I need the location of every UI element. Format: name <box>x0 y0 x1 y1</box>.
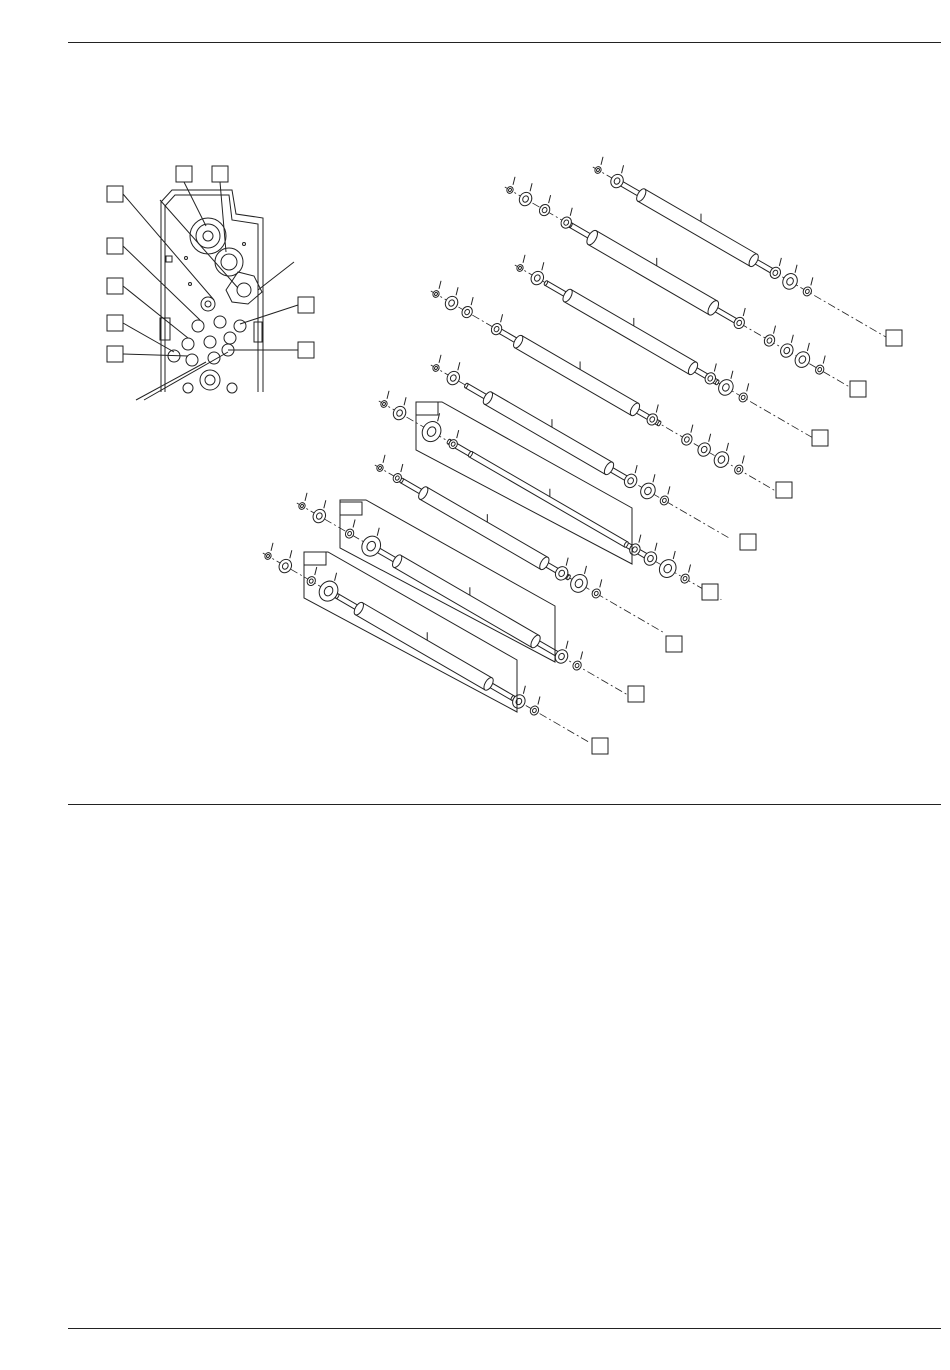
side-view-callouts <box>107 166 314 400</box>
left-part-leader <box>471 297 473 305</box>
left-part-leader <box>549 195 551 203</box>
callout-box <box>212 166 228 182</box>
left-part <box>517 190 534 208</box>
right-part-leader <box>668 486 670 494</box>
left-part-leader <box>622 165 624 173</box>
right-part <box>529 705 541 717</box>
right-part-leader <box>774 326 776 334</box>
callout-box <box>886 330 902 346</box>
left-part-leader <box>530 183 532 191</box>
right-part <box>656 557 679 581</box>
right-part-leader <box>673 551 675 559</box>
right-part-leader <box>742 456 744 464</box>
right-part-leader <box>566 641 568 649</box>
callout-box <box>812 430 828 446</box>
right-part-leader <box>600 579 602 587</box>
right-part <box>567 571 590 595</box>
callout-box <box>107 278 123 294</box>
right-part <box>679 573 691 585</box>
right-part-leader <box>566 558 568 566</box>
right-part-leader <box>747 383 749 391</box>
right-part <box>638 480 658 501</box>
right-part-leader <box>584 566 586 574</box>
left-part <box>445 369 462 387</box>
right-part <box>733 464 745 476</box>
callout-box <box>628 686 644 702</box>
right-part-leader <box>779 258 781 266</box>
right-part <box>737 391 749 403</box>
right-part-leader <box>823 356 825 364</box>
right-part <box>780 271 800 292</box>
right-part <box>571 660 583 672</box>
left-part-leader <box>542 262 544 270</box>
left-part-leader <box>353 520 355 528</box>
left-part-leader <box>523 255 525 263</box>
left-part <box>537 203 551 218</box>
right-part-leader <box>743 308 745 316</box>
right-part-leader <box>523 686 525 694</box>
right-part-leader <box>635 465 637 473</box>
right-part <box>802 285 814 297</box>
roller <box>484 392 612 474</box>
callout-box <box>176 166 192 182</box>
roller <box>420 487 548 569</box>
left-part <box>311 507 328 525</box>
right-part-leader <box>656 405 658 413</box>
right-part-leader <box>714 363 716 371</box>
left-part-leader <box>439 281 441 289</box>
roller <box>564 290 696 375</box>
left-part <box>516 264 525 273</box>
right-part-leader <box>731 371 733 379</box>
callout-box <box>702 584 718 600</box>
right-part <box>711 449 731 470</box>
left-part <box>316 578 342 605</box>
right-part-leader <box>653 474 655 482</box>
right-part <box>814 364 826 376</box>
callout-box <box>107 238 123 254</box>
right-part-leader <box>538 696 540 704</box>
left-part-leader <box>324 500 326 508</box>
left-part-leader <box>305 493 307 501</box>
left-part-leader <box>387 391 389 399</box>
right-part-leader <box>655 543 657 551</box>
left-part-leader <box>404 397 406 405</box>
left-part-leader <box>570 208 572 216</box>
left-part-leader <box>501 314 503 322</box>
right-part-leader <box>791 335 793 343</box>
roller <box>515 336 639 416</box>
left-part <box>594 166 603 175</box>
left-part <box>432 290 441 299</box>
left-part-leader <box>290 550 292 558</box>
group-tag <box>304 552 326 565</box>
callout-box <box>107 315 123 331</box>
left-part <box>460 305 474 320</box>
roller <box>638 189 757 266</box>
right-part-leader <box>689 565 691 573</box>
left-part <box>344 528 356 540</box>
callout-box <box>298 297 314 313</box>
left-part <box>529 269 546 287</box>
right-part-leader <box>639 535 641 543</box>
roller-assemblies <box>263 157 902 754</box>
left-part <box>277 557 294 575</box>
callout-box <box>776 482 792 498</box>
right-part-leader <box>807 343 809 351</box>
right-part-leader <box>726 443 728 451</box>
right-part <box>792 349 812 370</box>
callout-box <box>850 381 866 397</box>
left-part <box>391 404 408 422</box>
left-part <box>443 294 460 312</box>
right-part <box>696 441 713 459</box>
right-part <box>762 333 776 348</box>
callout-box <box>740 534 756 550</box>
left-part <box>298 502 307 511</box>
right-part-leader <box>795 265 797 273</box>
left-part <box>506 186 515 195</box>
callout-box <box>107 346 123 362</box>
left-part-leader <box>439 355 441 363</box>
left-part-leader <box>335 573 337 581</box>
callout-box <box>298 342 314 358</box>
right-part <box>590 587 602 599</box>
right-part <box>680 432 694 447</box>
left-part <box>432 364 441 373</box>
callout-box <box>666 636 682 652</box>
roller <box>588 231 717 315</box>
callout-box <box>107 186 123 202</box>
left-part <box>305 575 317 587</box>
callout-box <box>592 738 608 754</box>
group-tag <box>416 402 438 415</box>
right-part-leader <box>811 277 813 285</box>
left-part-leader <box>456 287 458 295</box>
roller <box>355 603 492 690</box>
left-part-leader <box>458 362 460 370</box>
left-part-leader <box>401 464 403 472</box>
left-part-leader <box>383 455 385 463</box>
left-part-leader <box>601 157 603 165</box>
right-part-leader <box>709 434 711 442</box>
left-part <box>419 418 445 445</box>
left-part-leader <box>315 567 317 575</box>
left-part <box>380 400 389 409</box>
group-tag <box>340 502 362 515</box>
left-part <box>358 533 384 560</box>
left-part-leader <box>377 528 379 536</box>
left-part <box>376 464 385 473</box>
right-part <box>659 494 671 506</box>
side-frame-view <box>160 190 263 393</box>
right-part <box>778 342 795 360</box>
left-part-leader <box>513 177 515 185</box>
right-part-leader <box>581 651 583 659</box>
left-part <box>264 552 273 561</box>
left-part-leader <box>271 543 273 551</box>
left-part-leader <box>457 430 459 438</box>
right-part-leader <box>691 425 693 433</box>
